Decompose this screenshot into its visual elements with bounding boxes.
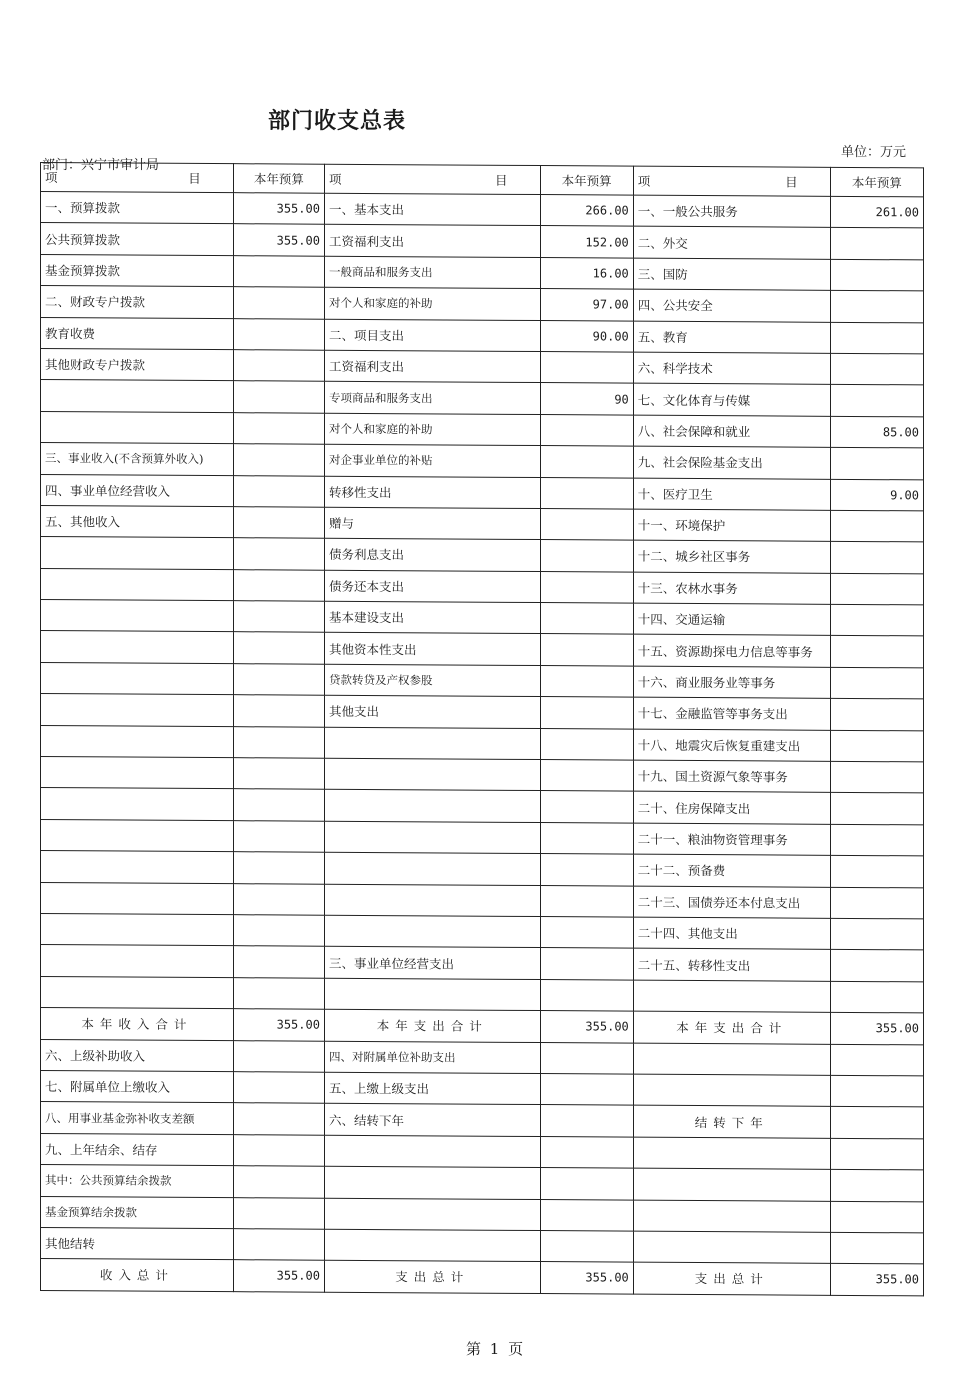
income-budget-cell [233, 664, 324, 696]
function-budget-cell [830, 604, 923, 636]
expense-item-cell [324, 821, 540, 854]
expense-item-cell: 专项商品和服务支出 [324, 382, 540, 415]
expense-item-cell: 债务利息支出 [324, 539, 540, 572]
page-number: 第 1 页 [466, 1340, 526, 1358]
income-item-cell [41, 600, 234, 633]
income-budget-cell: 355.00 [233, 193, 324, 225]
income-budget-cell [233, 507, 324, 539]
income-item-cell [41, 851, 234, 884]
expense-budget-cell [540, 1105, 633, 1137]
function-budget-cell [830, 542, 923, 574]
department-label: 部门：兴宁市审计局 [42, 158, 160, 173]
income-item-cell [41, 882, 234, 915]
income-budget-cell [233, 412, 324, 444]
function-budget-cell [830, 950, 923, 982]
function-item-cell: 二十二、预备费 [633, 854, 830, 887]
expense-budget-cell [540, 822, 633, 854]
function-budget-cell [830, 322, 923, 354]
income-budget-cell [233, 287, 324, 319]
income-item-cell [41, 757, 234, 790]
header-item-expense: 项 目 [324, 164, 540, 194]
expense-item-cell: 对个人和家庭的补助 [324, 413, 540, 446]
expense-item-cell [324, 1198, 540, 1231]
income-budget-cell: 355.00 [233, 224, 324, 256]
function-budget-cell [830, 1232, 923, 1264]
expense-budget-cell [540, 760, 633, 792]
income-item-cell [41, 380, 234, 413]
expense-budget-cell [540, 634, 633, 666]
function-budget-cell [830, 1201, 923, 1233]
expense-budget-cell [540, 885, 633, 917]
expense-budget-cell [540, 697, 633, 729]
income-budget-cell [233, 1103, 324, 1135]
income-budget-cell [233, 1166, 324, 1198]
function-item-cell: 十、医疗卫生 [633, 478, 830, 511]
expense-budget-cell [540, 791, 633, 823]
income-item-cell [41, 788, 234, 821]
expense-budget-cell [540, 1199, 633, 1231]
expense-item-cell: 债务还本支出 [324, 570, 540, 603]
expense-item-cell: 贷款转贷及产权参股 [324, 664, 540, 697]
function-budget-cell [830, 1138, 923, 1170]
expense-budget-cell [540, 477, 633, 509]
income-budget-cell [233, 444, 324, 476]
function-item-cell: 六、科学技术 [633, 352, 830, 385]
income-item-cell: 基金预算拨款 [41, 254, 234, 287]
function-item-cell: 四、公共安全 [633, 289, 830, 322]
expense-budget-cell [540, 603, 633, 635]
function-budget-cell [830, 856, 923, 888]
income-budget-cell [233, 695, 324, 727]
unit-label: 单位：万元 [841, 145, 907, 160]
expense-item-cell [324, 758, 540, 791]
income-item-cell: 九、上年结余、结存 [41, 1133, 234, 1166]
income-budget-cell [233, 538, 324, 570]
function-item-cell: 五、教育 [633, 321, 830, 354]
function-item-cell: 十六、商业服务业等事务 [633, 666, 830, 699]
income-budget-cell [233, 852, 324, 884]
header-item-function: 项 目 [633, 166, 830, 196]
expense-budget-cell: 355.00 [540, 1262, 633, 1294]
function-item-cell: 二十、住房保障支出 [633, 792, 830, 825]
expense-item-cell: 转移性支出 [324, 476, 540, 509]
function-budget-cell [830, 228, 923, 260]
expense-item-cell: 三、事业单位经营支出 [324, 947, 540, 980]
function-budget-cell [830, 730, 923, 762]
expense-item-cell [324, 790, 540, 823]
expense-budget-cell [540, 508, 633, 540]
income-item-cell: 七、附属单位上缴收入 [41, 1070, 234, 1103]
expense-budget-cell [540, 1230, 633, 1262]
expense-budget-cell [540, 1136, 633, 1168]
income-item-cell [41, 631, 234, 664]
function-budget-cell: 355.00 [830, 1012, 923, 1044]
function-item-cell: 十一、环境保护 [633, 509, 830, 542]
function-budget-cell [830, 699, 923, 731]
expense-budget-cell: 97.00 [540, 289, 633, 321]
income-budget-cell [233, 726, 324, 758]
function-budget-cell: 85.00 [830, 416, 923, 448]
expense-budget-cell [540, 854, 633, 886]
function-item-cell: 十二、城乡社区事务 [633, 540, 830, 573]
expense-item-cell: 基本建设支出 [324, 601, 540, 634]
expense-budget-cell: 90.00 [540, 320, 633, 352]
income-item-cell: 基金预算结余拨款 [41, 1196, 234, 1229]
expense-item-cell: 其他支出 [324, 695, 540, 728]
expense-item-cell [324, 915, 540, 948]
function-item-cell: 三、国防 [633, 258, 830, 291]
function-budget-cell [830, 761, 923, 793]
income-budget-cell [233, 1040, 324, 1072]
expense-item-cell: 其他资本性支出 [324, 633, 540, 666]
function-item-cell [633, 1043, 830, 1076]
income-item-cell: 五、其他收入 [41, 505, 234, 538]
income-budget-cell: 355.00 [233, 1260, 324, 1292]
expense-item-cell [324, 978, 540, 1011]
function-item-cell: 十三、农林水事务 [633, 572, 830, 605]
expense-item-cell: 工资福利支出 [324, 225, 540, 258]
function-budget-cell [830, 1075, 923, 1107]
function-item-cell: 十九、国土资源气象等事务 [633, 760, 830, 793]
function-item-cell: 七、文化体育与传媒 [633, 383, 830, 416]
function-budget-cell [830, 385, 923, 417]
function-budget-cell [830, 290, 923, 322]
income-budget-cell [233, 915, 324, 947]
function-item-cell [633, 1074, 830, 1107]
function-item-cell [633, 1137, 830, 1170]
income-budget-cell: 355.00 [233, 1009, 324, 1041]
income-item-cell: 其中：公共预算结余拨款 [41, 1165, 234, 1198]
expense-budget-cell [540, 948, 633, 980]
income-item-cell: 其他财政专户拨款 [41, 348, 234, 381]
income-item-cell [41, 725, 234, 758]
expense-item-cell [324, 852, 540, 885]
income-budget-cell [233, 1197, 324, 1229]
income-budget-cell [233, 475, 324, 507]
income-budget-cell [233, 820, 324, 852]
income-budget-cell [233, 318, 324, 350]
expense-budget-cell [540, 446, 633, 478]
income-budget-cell [233, 883, 324, 915]
expense-item-cell: 二、项目支出 [324, 319, 540, 352]
expense-item-cell: 一般商品和服务支出 [324, 256, 540, 289]
function-item-cell: 一、一般公共服务 [633, 195, 830, 228]
income-budget-cell [233, 632, 324, 664]
expense-item-cell: 对个人和家庭的补助 [324, 287, 540, 320]
income-item-cell: 本年收入合计 [41, 1008, 234, 1041]
income-budget-cell [233, 1229, 324, 1261]
function-item-cell: 二、外交 [633, 227, 830, 260]
income-budget-cell [233, 1134, 324, 1166]
function-budget-cell [830, 1044, 923, 1076]
function-budget-cell [830, 981, 923, 1013]
function-item-cell: 十五、资源勘探电力信息等事务 [633, 635, 830, 668]
expense-item-cell: 本年支出合计 [324, 1009, 540, 1042]
income-item-cell: 八、用事业基金弥补收支差额 [41, 1102, 234, 1135]
income-budget-cell [233, 977, 324, 1009]
income-item-cell [41, 913, 234, 946]
function-item-cell: 九、社会保险基金支出 [633, 446, 830, 479]
expense-budget-cell [540, 1073, 633, 1105]
function-item-cell: 二十四、其他支出 [633, 917, 830, 950]
income-budget-cell [233, 255, 324, 287]
function-budget-cell [830, 573, 923, 605]
header-item-income: 项 目 [41, 163, 234, 193]
function-budget-cell: 355.00 [830, 1264, 923, 1296]
expense-item-cell [324, 1229, 540, 1262]
expense-budget-cell [540, 540, 633, 572]
function-budget-cell [830, 667, 923, 699]
expense-item-cell: 一、基本支出 [324, 193, 540, 226]
expense-item-cell [324, 884, 540, 917]
function-budget-cell [830, 510, 923, 542]
function-budget-cell [830, 1169, 923, 1201]
expense-item-cell: 五、上缴上级支出 [324, 1072, 540, 1105]
expense-budget-cell [540, 1168, 633, 1200]
function-budget-cell [830, 1107, 923, 1139]
function-item-cell: 二十三、国债券还本付息支出 [633, 886, 830, 919]
function-item-cell: 本年支出合计 [633, 1011, 830, 1044]
expense-budget-cell: 90 [540, 383, 633, 415]
function-budget-cell: 9.00 [830, 479, 923, 511]
income-item-cell [41, 411, 234, 444]
expense-item-cell: 赠与 [324, 507, 540, 540]
income-budget-cell [233, 789, 324, 821]
income-item-cell [41, 537, 234, 570]
function-item-cell [633, 980, 830, 1013]
budget-summary-table [40, 162, 924, 1296]
header-budget-income: 本年预算 [233, 164, 324, 194]
expense-budget-cell [540, 979, 633, 1011]
expense-item-cell [324, 1135, 540, 1168]
page-title: 部门收支总表 [268, 109, 407, 134]
expense-budget-cell [540, 571, 633, 603]
income-budget-cell [233, 350, 324, 382]
income-item-cell: 其他结转 [41, 1227, 234, 1260]
expense-item-cell [324, 727, 540, 760]
expense-budget-cell: 355.00 [540, 1011, 633, 1043]
expense-item-cell: 支出总计 [324, 1261, 540, 1294]
function-budget-cell [830, 793, 923, 825]
function-budget-cell [830, 447, 923, 479]
income-item-cell: 教育收费 [41, 317, 234, 350]
expense-item-cell: 四、对附属单位补助支出 [324, 1041, 540, 1074]
function-budget-cell [830, 259, 923, 291]
expense-budget-cell [540, 665, 633, 697]
header-budget-function: 本年预算 [830, 167, 923, 197]
function-budget-cell [830, 636, 923, 668]
function-item-cell: 八、社会保障和就业 [633, 415, 830, 448]
income-item-cell: 三、事业收入(不含预算外收入) [41, 443, 234, 476]
expense-budget-cell: 16.00 [540, 257, 633, 289]
function-item-cell: 十七、金融监管等事务支出 [633, 697, 830, 730]
function-item-cell: 十四、交通运输 [633, 603, 830, 636]
function-item-cell: 结转下年 [633, 1105, 830, 1138]
income-item-cell [41, 568, 234, 601]
income-budget-cell [233, 601, 324, 633]
expense-budget-cell: 152.00 [540, 226, 633, 258]
income-item-cell [41, 694, 234, 727]
income-item-cell: 收入总计 [41, 1259, 234, 1292]
expense-item-cell: 工资福利支出 [324, 350, 540, 383]
income-item-cell [41, 819, 234, 852]
income-budget-cell [233, 1072, 324, 1104]
expense-budget-cell: 266.00 [540, 195, 633, 227]
function-item-cell: 支出总计 [633, 1262, 830, 1295]
function-budget-cell [830, 918, 923, 950]
income-item-cell: 四、事业单位经营收入 [41, 474, 234, 507]
income-budget-cell [233, 569, 324, 601]
function-item-cell [633, 1168, 830, 1201]
income-item-cell [41, 945, 234, 978]
income-item-cell: 二、财政专户拨款 [41, 286, 234, 319]
function-budget-cell [830, 824, 923, 856]
function-item-cell: 二十一、粮油物资管理事务 [633, 823, 830, 856]
expense-item-cell: 六、结转下年 [324, 1104, 540, 1137]
expense-budget-cell [540, 1042, 633, 1074]
income-item-cell: 一、预算拨款 [41, 192, 234, 225]
income-item-cell: 六、上级补助收入 [41, 1039, 234, 1072]
expense-item-cell [324, 1166, 540, 1199]
header-budget-expense: 本年预算 [540, 166, 633, 196]
table-row [41, 1259, 924, 1296]
income-budget-cell [233, 946, 324, 978]
expense-budget-cell [540, 917, 633, 949]
income-budget-cell [233, 758, 324, 790]
expense-budget-cell [540, 728, 633, 760]
function-item-cell: 十八、地震灾后恢复重建支出 [633, 729, 830, 762]
function-budget-cell: 261.00 [830, 196, 923, 228]
income-item-cell [41, 976, 234, 1009]
expense-item-cell: 对企事业单位的补贴 [324, 444, 540, 477]
function-item-cell [633, 1200, 830, 1233]
income-item-cell: 公共预算拨款 [41, 223, 234, 256]
function-budget-cell [830, 353, 923, 385]
income-budget-cell [233, 381, 324, 413]
expense-budget-cell [540, 414, 633, 446]
income-item-cell [41, 662, 234, 695]
expense-budget-cell [540, 352, 633, 384]
function-item-cell [633, 1231, 830, 1264]
function-budget-cell [830, 887, 923, 919]
function-item-cell: 二十五、转移性支出 [633, 948, 830, 981]
